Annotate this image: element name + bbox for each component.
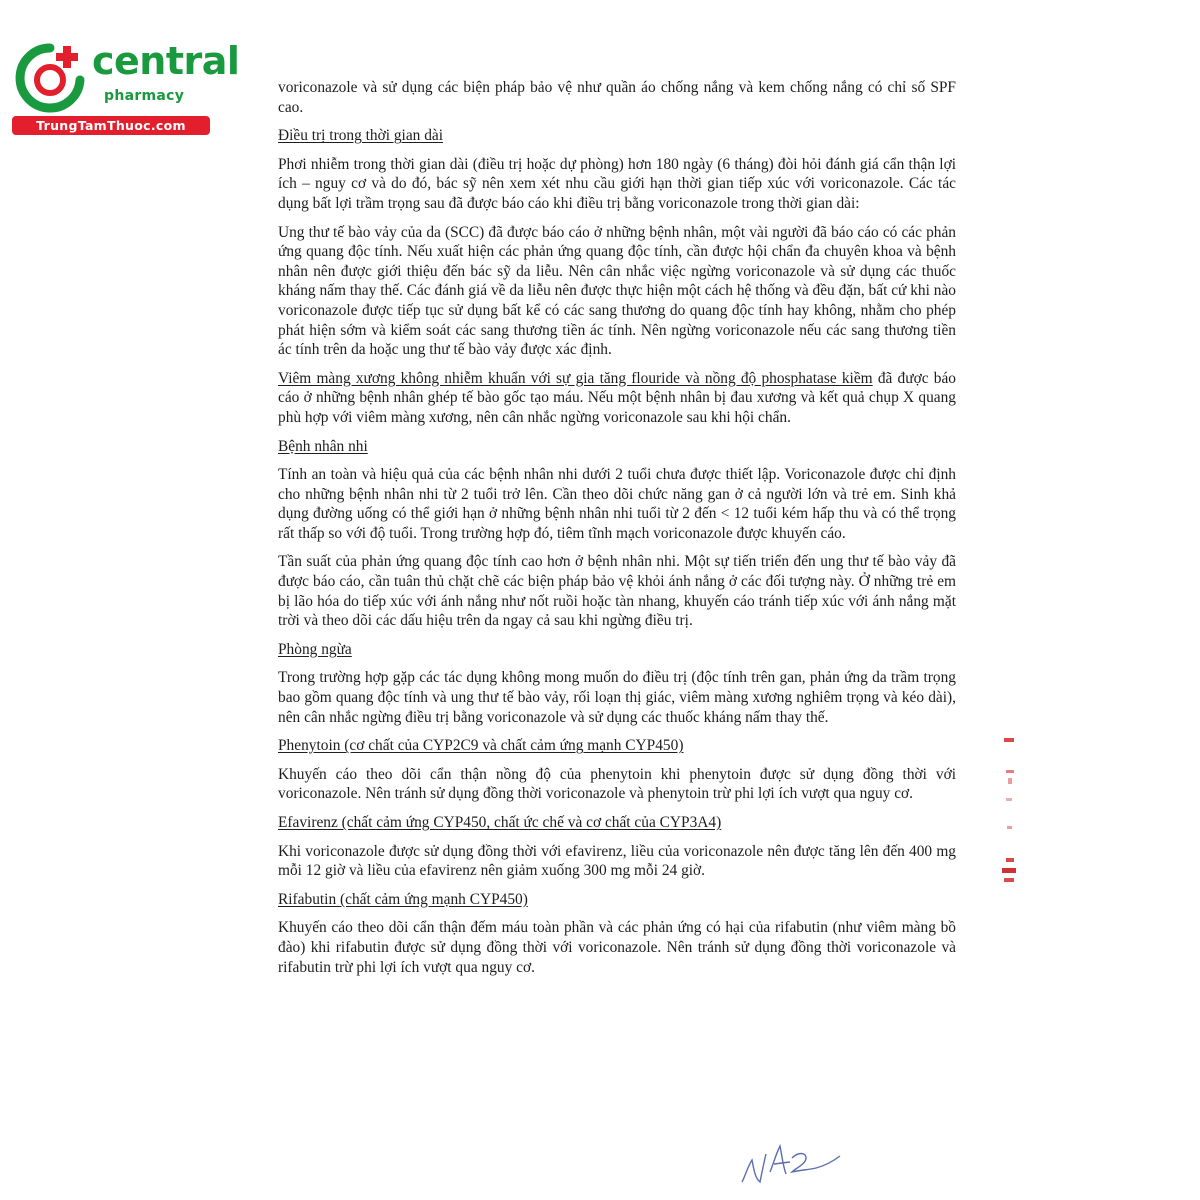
brand-subtitle: pharmacy [104,88,185,104]
brand-website: TrungTamThuoc.com [12,116,210,135]
document-body [278,78,956,986]
paragraph-rifabutin: Khuyến cáo theo dõi cẩn thận đếm máu toàn phần và các phản ứng có hại của rifabutin (như viêm màng bồ đào) khi rifabutin được sử dụng đồng thời với voriconazole. Nên tránh sử dụng đồng thời voriconazole và rifabutin trừ phi lợi ích vượt qua nguy cơ. [278,919,956,976]
paragraph-long-term-exposure: Phơi nhiễm trong thời gian dài (điều trị hoặc dự phòng) hơn 180 ngày (6 tháng) đòi hỏi đánh giá cẩn thận lợi ích – nguy cơ và do đó, bác sỹ nên xem xét nhu cầu giới hạn thời gian tiếp xúc với voriconazole. Các tác dụng bất lợi trầm trọng sau đã được báo cáo khi điều trị bằng voriconazole trong thời gian dài: [278,155,956,212]
paragraph-squamous-cell-carcinoma: Ung thư tế bào vảy của da (SCC) đã được báo cáo ở những bệnh nhân, một vài người đã báo cáo có các phản ứng quang độc tính. Nếu xuất hiện các phản ứng quang độc tính, cần được hội chẩn đa chuyên khoa và bệnh nhân nên được giới thiệu đến bác sỹ da liễu. Nên cân nhắc việc ngừng voriconazole và sử dụng các thuốc kháng nấm thay thế. Các đánh giá về da liễu nên được thực hiện một cách hệ thống và đều đặn, bất cứ khi nào voriconazole được tiếp tục sử dụng bất kể có các sang thương do quang độc tính hay không, nhằm cho phép phát hiện sớm và kiểm soát các sang thương tiền ác tính. Nên ngừng voriconazole nếu các sang thương tiền ác tính trên da hoặc ung thư tế bào vảy được xác định. [278,223,956,359]
pharmacy-logo-icon [12,40,88,116]
paragraph-prevention: Trong trường hợp gặp các tác dụng không mong muốn do điều trị (độc tính trên gan, phản ứng da trầm trọng bao gồm quang độc tính và ung thư tế bào vảy, rối loạn thị giác, viêm màng xương nghiêm trọng và kéo dài), nên cân nhắc ngừng điều trị bằng voriconazole và sử dụng các thuốc kháng nấm thay thế. [278,669,956,726]
heading-prevention: Phòng ngừa [278,640,352,658]
heading-phenytoin: Phenytoin (cơ chất của CYP2C9 và chất cảm ứng mạnh CYP450) [278,737,684,755]
heading-efavirenz: Efavirenz (chất cảm ứng CYP450, chất ức chế và cơ chất của CYP3A4) [278,814,722,831]
red-stamp-marks [994,736,1018,886]
paragraph-periostitis [278,369,956,428]
paragraph-pediatric-phototoxicity: Tần suất của phản ứng quang độc tính cao hơn ở bệnh nhân nhi. Một sự tiến triển đến ung thư tế bào vảy đã được báo cáo, cần tuân thủ chặt chẽ các biện pháp bảo vệ khỏi ánh nắng ở các đối tượng này. Ở những trẻ em bị lão hóa do tiếp xúc với ánh nắng như nốt ruồi hoặc tàn nhang, khuyến cáo tránh tiếp xúc với ánh nắng mặt trời và theo dõi các dấu hiệu trên da ngay cả sau khi ngừng điều trị. [278,553,956,630]
periostitis-text: đã được báo cáo ở những bệnh nhân ghép tế bào gốc tạo máu. Nếu một bệnh nhân bị đau xương và kết quả chụp X quang phù hợp với viêm màng xương, nên cân nhắc ngừng voriconazole sau khi hội chẩn. [278,369,956,426]
heading-rifabutin: Rifabutin (chất cảm ứng mạnh CYP450) [278,890,528,908]
paragraph-phenytoin: Khuyến cáo theo dõi cẩn thận nồng độ của phenytoin khi phenytoin được sử dụng đồng thời với voriconazole. Nên tránh sử dụng đồng thời voriconazole và phenytoin trừ phi lợi ích vượt qua nguy cơ. [278,765,956,803]
paragraph-sun-protection: voriconazole và sử dụng các biện pháp bảo vệ như quần áo chống nắng và kem chống nắng có chỉ số SPF cao. [278,79,956,116]
handwritten-signature [736,1136,846,1190]
periostitis-title: Viêm màng xương không nhiễm khuẩn với sự gia tăng flouride và nồng độ phosphatase kiềm [278,369,873,387]
central-pharmacy-logo [8,36,240,136]
heading-pediatric-patients: Bệnh nhân nhi [278,437,368,455]
heading-long-term-treatment: Điều trị trong thời gian dài [278,127,444,145]
paragraph-pediatric-safety: Tính an toàn và hiệu quả của các bệnh nhân nhi dưới 2 tuổi chưa được thiết lập. Voriconazole được chỉ định cho những bệnh nhân nhi từ 2 tuổi trở lên. Cần theo dõi chức năng gan ở cả người lớn và trẻ em. Sinh khả dụng đường uống có thể giới hạn ở những bệnh nhân nhi tuổi từ 2 đến < 12 tuổi kém hấp thu và có thể trọng rất thấp so với độ tuổi. Trong trường hợp đó, tiêm tĩnh mạch voriconazole được khuyến cáo. [278,466,956,542]
brand-name: central [92,39,240,83]
paragraph-efavirenz: Khi voriconazole được sử dụng đồng thời với efavirenz, liều của voriconazole nên được tăng lên đến 400 mg mỗi 12 giờ và liều của efavirenz nên giảm xuống 300 mg mỗi 24 giờ. [278,842,956,880]
